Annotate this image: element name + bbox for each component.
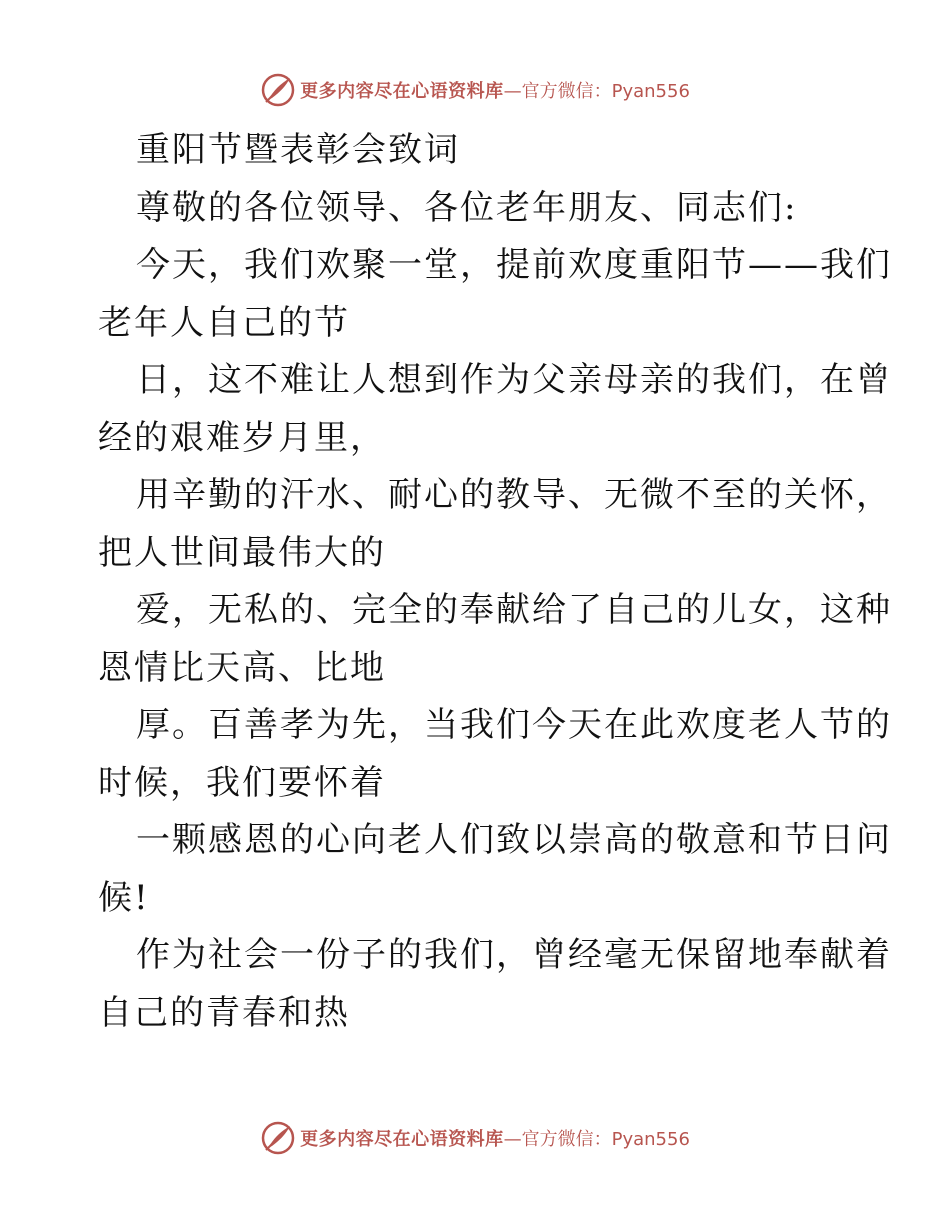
- doc-line: 一颗感恩的心向老人们致以崇高的敬意和节日问: [136, 820, 892, 860]
- doc-line: 今天，我们欢聚一堂，提前欢度重阳节——我们: [136, 245, 892, 285]
- doc-line: 把人世间最伟大的: [98, 532, 386, 573]
- doc-line: 厚。百善孝为先，当我们今天在此欢度老人节的: [136, 705, 892, 745]
- doc-line: 老年人自己的节: [98, 302, 350, 343]
- footer-brand-text: 更多内容尽在心语资料库: [300, 1129, 504, 1150]
- footer-banner: [0, 1118, 950, 1158]
- doc-line: 自己的青春和热: [98, 992, 350, 1033]
- header-brand-text: 更多内容尽在心语资料库: [300, 81, 504, 102]
- doc-line: 时候，我们要怀着: [98, 762, 386, 803]
- quill-logo-icon: [260, 1120, 296, 1156]
- document-body: [98, 122, 892, 1042]
- doc-line: 候!: [98, 877, 150, 918]
- doc-title: 重阳节暨表彰会致词: [136, 130, 460, 170]
- doc-line: 经的艰难岁月里，: [98, 417, 386, 458]
- doc-line: 日，这不难让人想到作为父亲母亲的我们，在曾: [136, 360, 892, 400]
- footer-wechat-text: —官方微信：Pyan556: [503, 1129, 690, 1150]
- doc-line: 作为社会一份子的我们，曾经毫无保留地奉献着: [136, 935, 892, 975]
- doc-line: 爱，无私的、完全的奉献给了自己的儿女，这种: [136, 590, 892, 630]
- header-wechat-text: —官方微信：Pyan556: [503, 81, 690, 102]
- doc-line: 用辛勤的汗水、耐心的教导、无微不至的关怀，: [136, 475, 892, 515]
- quill-logo-icon: [260, 72, 296, 108]
- doc-line: 恩情比天高、比地: [98, 647, 386, 688]
- doc-line: 尊敬的各位领导、各位老年朋友、同志们:: [136, 187, 798, 228]
- header-banner: [0, 70, 950, 110]
